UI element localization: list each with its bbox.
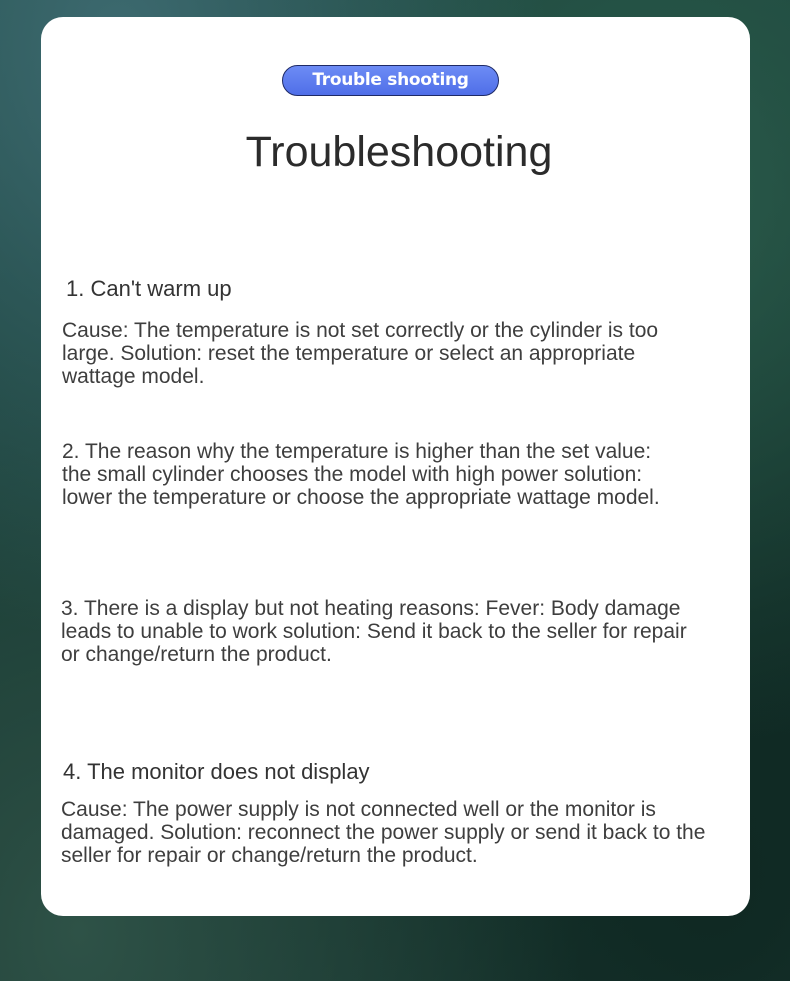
page-title: Troubleshooting xyxy=(245,128,553,176)
item-1-heading: 1. Can't warm up xyxy=(66,276,232,301)
item-2-body: 2. The reason why the temperature is higher than the set value: the small cylinder chooses the model with high power solution: lower the temperature or choose the appropriate wattage model. xyxy=(62,440,660,509)
item-1-body: Cause: The temperature is not set correctly or the cylinder is too large. Solution: reset the temperature or select an appropriate wattage model. xyxy=(62,319,659,388)
section-badge: Trouble shooting xyxy=(282,65,499,96)
item-4-heading: 4. The monitor does not display xyxy=(63,759,370,784)
item-3-body: 3. There is a display but not heating reasons: Fever: Body damage leads to unable to work solution: Send it back to the seller for repair or change/return the product. xyxy=(61,597,687,666)
item-4-body: Cause: The power supply is not connected well or the monitor is damaged. Solution: reconnect the power supply or send it back to the seller for repair or change/return the product. xyxy=(61,798,706,867)
troubleshooting-card xyxy=(41,17,750,916)
